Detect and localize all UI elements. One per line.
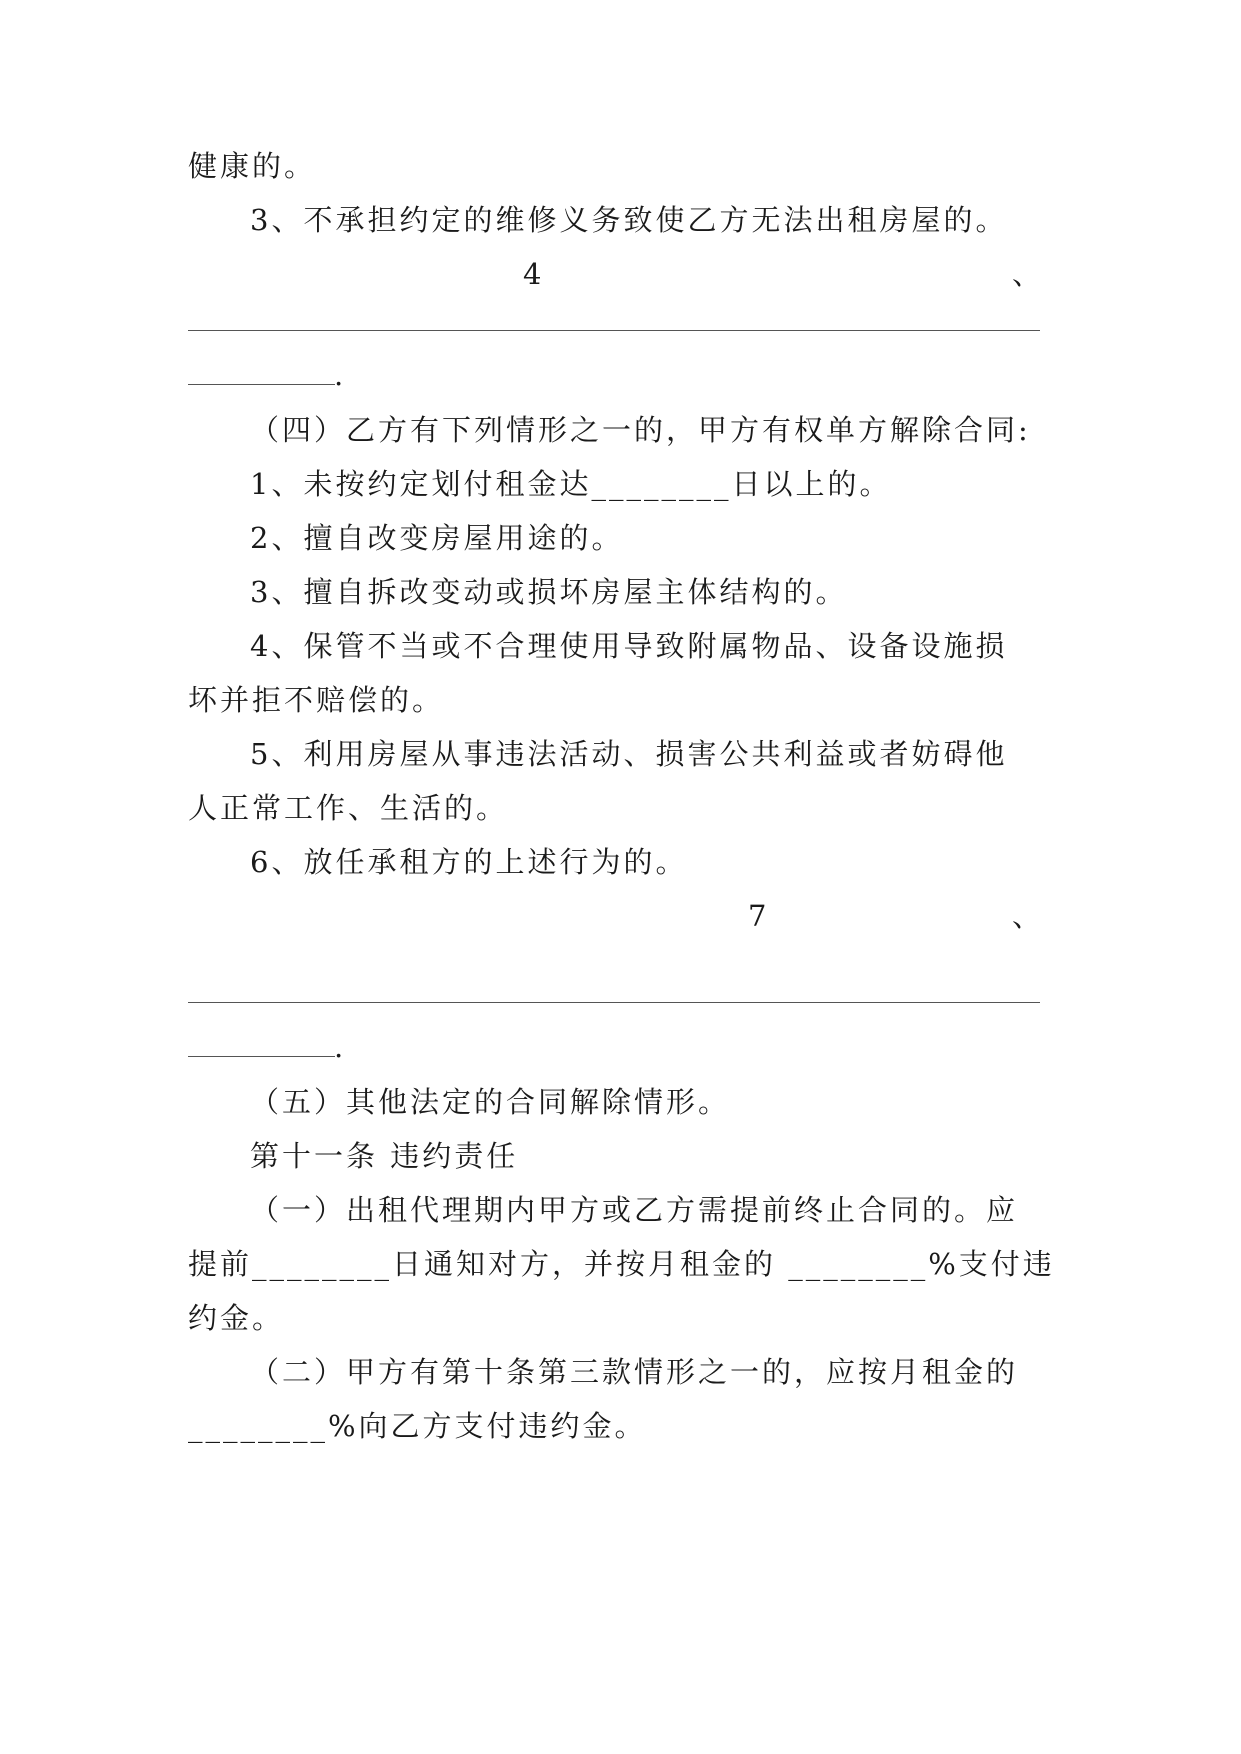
article-heading: 第十一条 违约责任 xyxy=(250,1139,519,1173)
separator: 、 xyxy=(1012,257,1042,291)
text-line: （一）出租代理期内甲方或乙方需提前终止合同的。应 xyxy=(250,1193,1019,1227)
text-line: 约金。 xyxy=(188,1301,285,1335)
item-number: 7 xyxy=(748,899,767,933)
text-line: ________%向乙方支付违约金。 xyxy=(188,1409,647,1443)
text-line: 人正常工作、生活的。 xyxy=(188,791,509,825)
text-line: 4、保管不当或不合理使用导致附属物品、设备设施损 xyxy=(250,629,1008,663)
section-heading: （四）乙方有下列情形之一的，甲方有权单方解除合同: xyxy=(250,413,1031,447)
text-line: 坏并拒不赔偿的。 xyxy=(188,683,445,717)
item-number: 4 xyxy=(523,257,542,291)
blank-fill-line xyxy=(188,1002,1040,1003)
period: . xyxy=(334,1030,344,1064)
blank-fill-line xyxy=(188,1056,335,1057)
period: . xyxy=(334,358,344,392)
text-line: 提前________日通知对方，并按月租金的 ________%支付违 xyxy=(188,1247,1055,1281)
text-line: 1、未按约定划付租金达________日以上的。 xyxy=(250,467,892,501)
text-line: 2、擅自改变房屋用途的。 xyxy=(250,521,624,555)
text-line: 3、擅自拆改变动或损坏房屋主体结构的。 xyxy=(250,575,848,609)
blank-fill-line xyxy=(188,384,335,385)
blank-fill-line xyxy=(188,330,1040,331)
section-heading: （五）其他法定的合同解除情形。 xyxy=(250,1085,731,1119)
text-line: 5、利用房屋从事违法活动、损害公共利益或者妨碍他 xyxy=(250,737,1008,771)
text-line: 6、放任承租方的上述行为的。 xyxy=(250,845,688,879)
text-line: （二）甲方有第十条第三款情形之一的，应按月租金的 xyxy=(250,1355,1019,1389)
text-line: 3、不承担约定的维修义务致使乙方无法出租房屋的。 xyxy=(250,203,1008,237)
separator: 、 xyxy=(1012,899,1042,933)
text-line: 健康的。 xyxy=(188,149,317,183)
